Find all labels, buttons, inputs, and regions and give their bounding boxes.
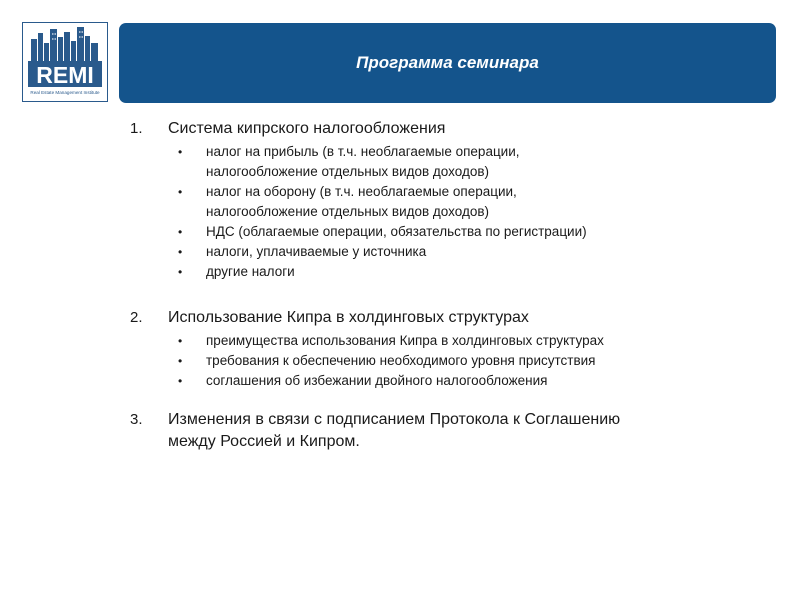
list-item: • преимущества использования Кипра в холдинговых структурах xyxy=(168,331,770,351)
page-title: Программа семинара xyxy=(356,53,539,72)
section-title: Изменения в связи с подписанием Протокола к Соглашению между Россией и Кипром. xyxy=(168,411,621,450)
remi-logo-graphic xyxy=(23,23,107,101)
bullet-icon: • xyxy=(178,374,183,388)
bullet-icon: • xyxy=(178,225,183,239)
remi-logo xyxy=(22,22,108,102)
section-title: Использование Кипра в холдинговых структурах xyxy=(168,309,529,326)
bullet-icon: • xyxy=(178,354,183,368)
bullet-icon: • xyxy=(178,265,183,279)
skyline-icon xyxy=(31,27,98,61)
section-2-items xyxy=(168,331,770,391)
header-banner xyxy=(119,23,776,103)
section-number: 1. xyxy=(130,120,143,137)
section-3 xyxy=(130,409,770,453)
section-2 xyxy=(130,307,770,391)
bullet-icon: • xyxy=(178,145,183,159)
list-item: • налоги, уплачиваемые у источника xyxy=(168,242,770,262)
list-item: • соглашения об избежании двойного налогообложения xyxy=(168,371,770,391)
section-number: 3. xyxy=(130,411,143,428)
list-item: • налог на прибыль (в т.ч. необлагаемые операции, налогообложение отдельных видов доходов) xyxy=(178,144,520,179)
bullet-icon: • xyxy=(178,334,183,348)
section-1 xyxy=(130,118,770,282)
list-item: • требования к обеспечению необходимого уровня присутствия xyxy=(168,351,770,371)
bullet-icon: • xyxy=(178,185,183,199)
list-item: • другие налоги xyxy=(168,262,770,282)
logo-tagline-text: Real Estate Management Institute xyxy=(30,90,100,95)
section-1-items xyxy=(168,142,770,282)
list-item: • НДС (облагаемые операции, обязательства по регистрации) xyxy=(168,222,770,242)
bullet-icon: • xyxy=(178,245,183,259)
list-item: • налог на оборону (в т.ч. необлагаемые операции, налогообложение отдельных видов доходов) xyxy=(178,184,517,219)
logo-brand-text: REMI xyxy=(36,62,94,88)
section-title: Система кипрского налогообложения xyxy=(168,120,446,137)
section-number: 2. xyxy=(130,309,143,326)
seminar-program xyxy=(130,118,770,453)
